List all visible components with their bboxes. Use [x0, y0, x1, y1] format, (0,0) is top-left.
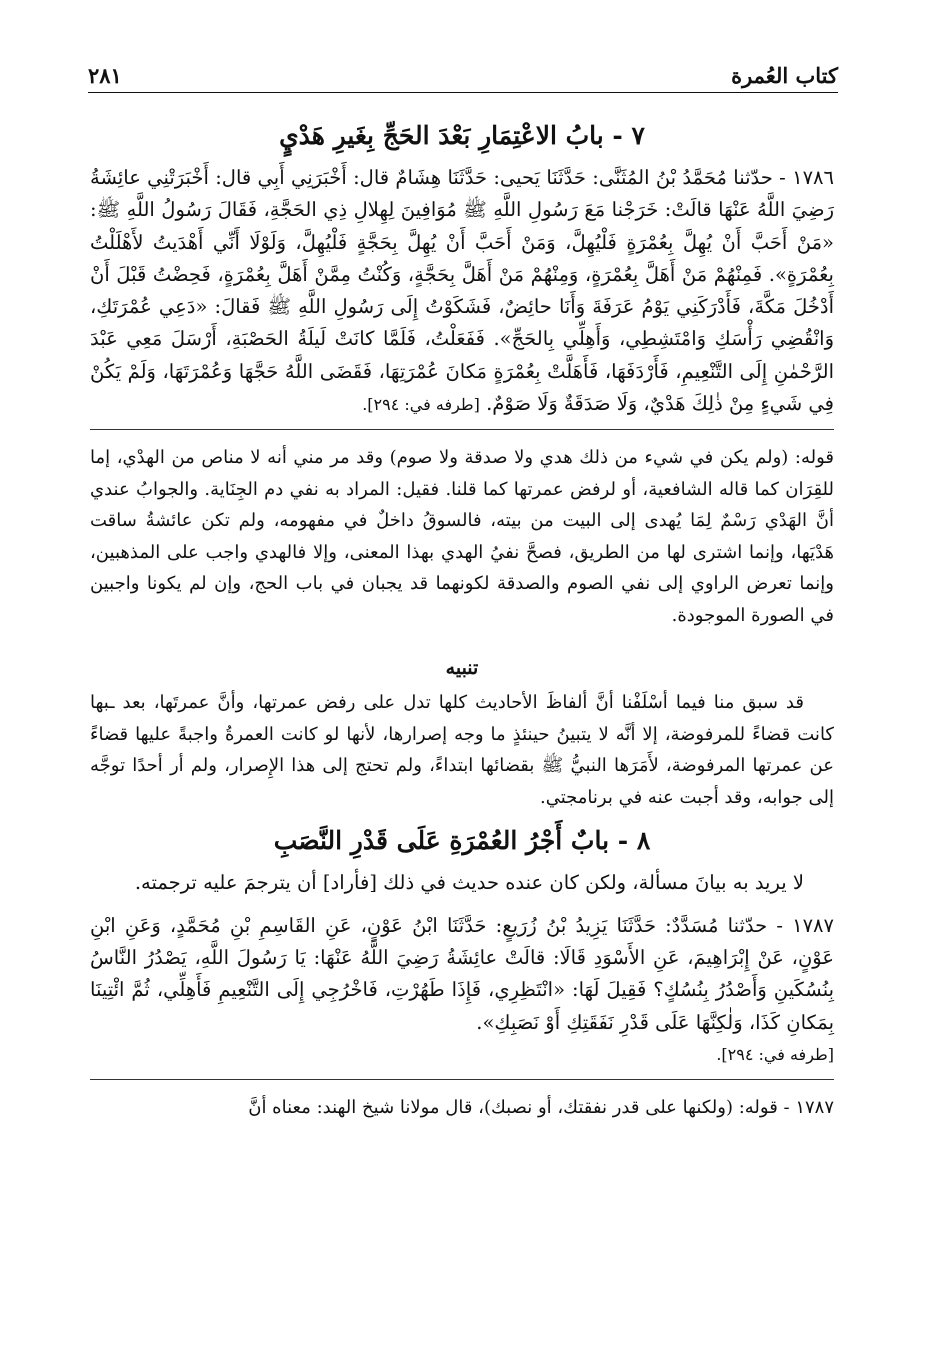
commentary-1786: قوله: (ولم يكن في شيء من ذلك هدي ولا صدقة ولا صوم) وقد مر مني أنه لا مناص من الهدْي، إما للقِرَان كما قاله الشافعية، أو لرفض عمرتها كما قلنا. فقيل: المراد به نفي دم الجِنَاية. والجوابُ عندي أنَّ الهَدْي رَسْمٌ لِمَا يُهدى إلى البيت من بيته، فالسوقُ داخلٌ في مفهومه، ولم تكن عائشةُ ساقت هَدْيَها، وإنما اشترى لها من الطريق، فصحَّ نفيُ الهدي بهذا المعنى، وإلا فالهدي واجب على المذهبين، وإنما تعرض الراوي إلى نفي الصوم والصدقة لكونهما قد يجبان في باب الحج، وإن لم يكونا واجبين في الصورة الموجودة.	[90, 447, 834, 626]
spacer	[90, 900, 834, 910]
commentary-1787: ١٧٨٧ - قوله: (ولكنها على قدر نفقتك، أو نصبك)، قال مولانا شيخ الهند: معناه أنَّ	[248, 1097, 834, 1119]
section-divider-2	[90, 1079, 834, 1080]
page-number: ٢٨١	[88, 63, 122, 88]
header-rule	[88, 92, 838, 93]
running-head	[88, 52, 838, 88]
chapter-heading-8: ٨ - بابٌ أَجْرُ العُمْرَةِ عَلَى قَدْرِ النَّصَبِ	[273, 826, 651, 856]
chapter-heading-7: ٧ - بابُ الاعْتِمَارِ بَعْدَ الحَجِّ بِغَيرِ هَدْيٍ	[279, 121, 645, 150]
chapter-8-intro: لا يريد به بيانَ مسألة، ولكن كان عنده حديث في ذلك [فأراد] أن يترجمَ عليه ترجمته.	[134, 871, 804, 895]
hadith-1786	[90, 162, 834, 421]
tanbih-heading: تنبيه	[445, 657, 479, 680]
tarafuh-ref-1786: [طرفه في: ٢٩٤].	[362, 395, 480, 415]
book-title: كتاب العُمرة	[731, 63, 838, 88]
page-content	[90, 108, 834, 1124]
section-divider	[90, 429, 834, 430]
hadith-1787: ١٧٨٧ - حدّثنا مُسَدَّدٌ: حَدَّثَنَا يَزِيدُ بْنُ زُرَيعٍ: حَدَّثَنَا ابْنُ عَوْنٍ، عَنِ القَاسِمِ بْنِ مُحَمَّدٍ، وَعَنِ ابْنِ عَوْنٍ، عَنْ إِبْرَاهِيمَ، عَنِ الأَسْوَدِ قَالَا: قالَتْ عائِشَةُ رَضِيَ اللَّهُ عَنْهَا: يَا رَسُولَ اللَّهِ، يَصْدُرُ النَّاسُ بِنُسُكَينِ وَأَصْدُرُ بِنُسُكٍ؟ فَقِيلَ لَهَا: «انْتَظِرِي، فَإِذَا طَهُرْتِ، فَاخْرُجِي إِلَى التَّنْعِيمِ فَأَهِلِّي، ثُمَّ ائْتِينَا بِمَكانِ كَذَا، وَلٰكِنَّهَا عَلَى قَدْرِ نَفَقَتِكِ أَوْ نَصَبِكِ».	[90, 913, 834, 1034]
tanbih-text: قد سبق منا فيما أسْلَفْنا أنَّ ألفاظَ الأحاديث كلها تدل على رفض عمرتها، وأنَّ عمرتَها، بعد ـبها كانت قضاءً للمرفوضة، إلا أنَّه لا يتبينُ حينئذٍ ما وجه إصرارها، لأنها لو كانت العمرةُ واجبةً عليها قضاءً عن عمرتها المرفوضة، لأَمَرَها النبيُّ ﷺ بقضائها ابتداءً، ولم تحتج إلى هذا الإِصرار، ولم أر أحدًا توجَّه إلى جوابه، وقد أجبت عنه في برنامجتي.	[90, 692, 834, 808]
hadith-1786-text: ١٧٨٦ - حدّثنا مُحَمَّدُ بْنُ المُثَنَّى: حَدَّثَنَا يَحيى: حَدَّثَنَا هِشَامٌ قال: أَخْبَرَنِي أَبِي قال: أَخْبَرَتْنِي عائِشَةُ رَضِيَ اللَّهُ عَنْهَا قالَتْ: خَرَجْنا مَعَ رَسُولِ اللَّهِ ﷺ مُوَافِينَ لِهِلالِ ذِي الحَجَّةِ، فَقَالَ رَسُولُ اللَّهِ ﷺ: «مَنْ أَحَبَّ أَنْ يُهِلَّ بِعُمْرَةٍ فَلْيُهِلَّ، وَمَنْ أَحَبَّ أَنْ يُهِلَّ بِحَجَّةٍ فَلْيُهِلَّ، وَلَوْلَا أَنِّي أَهْدَيتُ لأَهْلَلْتُ بِعُمْرَةٍ». فَمِنْهُمْ مَنْ أَهَلَّ بِعُمْرَةٍ، وَمِنْهُمْ مَنْ أَهَلَّ بِحَجَّةٍ، وَكُنْتُ مِمَّنْ أَهَلَّ بِعُمْرَةٍ، فَحِضْتُ قَبْلَ أَنْ أَدْخُلَ مَكَّةَ، فَأَدْرَكَنِي يَوْمُ عَرَفَةَ وَأَنَا حائِضٌ، فَشَكَوْتُ إِلَى رَسُولِ اللَّهِ ﷺ فَقالَ: «دَعِي عُمْرَتَكِ، وَانْقُضِي رَأْسَكِ وَامْتَشِطِي، وَأَهِلِّي بِالحَجِّ». فَفَعَلْتُ، فَلَمَّا كانَتْ لَيلَةُ الحَصْبَةِ، أَرْسَلَ مَعِي عَبْدَ الرَّحْمٰنِ إِلَى التَّنْعِيمِ، فَأَرْدَفَهَا، فَأَهَلَّتْ بِعُمْرَةٍ مَكانَ عُمْرَتِهَا، فَقَضَى اللَّهُ حَجَّهَا وَعُمْرَتَهَا، وَلَمْ يَكُنْ فِي شَيءٍ مِنْ ذٰلِكَ هَدْيٌ، وَلَا صَدَقَةٌ وَلَا صَوْمٌ.	[90, 166, 834, 416]
tarafuh-ref-1787: [طرفه في: ٢٩٤].	[716, 1044, 834, 1064]
